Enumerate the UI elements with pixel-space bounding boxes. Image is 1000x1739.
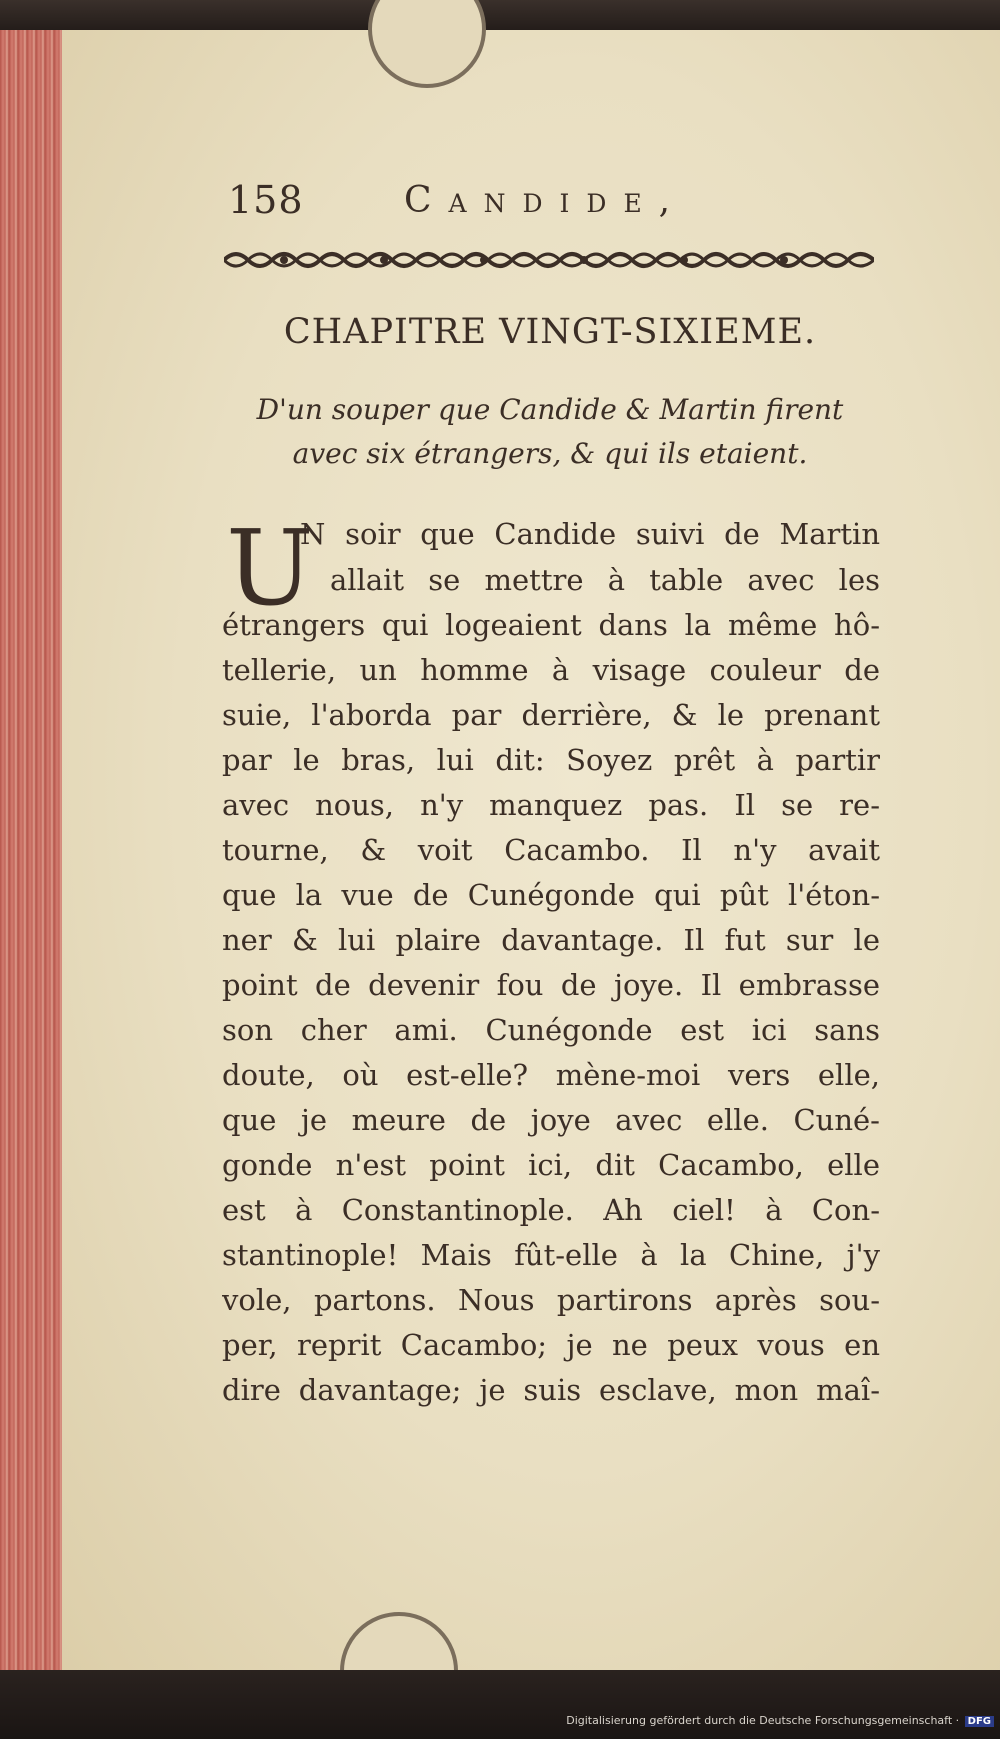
- text-line: son cher ami. Cunégonde est ici sans: [222, 1013, 880, 1047]
- text-line: ner & lui plaire davantage. Il fut sur le: [222, 923, 880, 957]
- text-line: est à Constantinople. Ah ciel! à Con-: [222, 1193, 880, 1227]
- text-line: étrangers qui logeaient dans la même hô-: [222, 608, 880, 642]
- drop-cap: U: [226, 507, 314, 629]
- chapter-heading: CHAPITRE VINGT-SIXIEME.: [283, 312, 817, 352]
- text-line: point de devenir fou de joye. Il embrasse: [222, 968, 880, 1002]
- text-line: N soir que Candide suivi de Martin: [300, 517, 880, 551]
- ornamental-rule: [224, 246, 874, 274]
- scanner-top-edge: [0, 0, 1000, 30]
- subtitle-line: D'un souper que Candide & Martin firent: [256, 393, 844, 426]
- credit-text: Digitalisierung gefördert durch die Deutsche Forschungsgemeinschaft ·: [566, 1714, 960, 1727]
- text-line: par le bras, lui dit: Soyez prêt à partir: [222, 743, 880, 777]
- text-line: dire davantage; je suis esclave, mon maî-: [222, 1373, 880, 1407]
- subtitle-line: avec six étrangers, & qui ils etaient.: [292, 437, 808, 470]
- text-line: vole, partons. Nous partirons après sou-: [222, 1283, 880, 1317]
- text-line: stantinople! Mais fût-elle à la Chine, j'y: [222, 1238, 880, 1272]
- page-number: 158: [228, 178, 304, 222]
- text-line: avec nous, n'y manquez pas. Il se re-: [222, 788, 880, 822]
- text-line: suie, l'aborda par derrière, & le prenant: [222, 698, 880, 732]
- text-line: tellerie, un homme à visage couleur de: [222, 653, 880, 687]
- running-title: Candide,: [404, 180, 688, 221]
- dfg-logo[interactable]: DFG: [965, 1716, 994, 1727]
- scanner-bottom-edge: [0, 1670, 1000, 1739]
- text-line: doute, où est-elle? mène-moi vers elle,: [222, 1058, 880, 1092]
- text-line: per, reprit Cacambo; je ne peux vous en: [222, 1328, 880, 1362]
- digitization-credit: [566, 1714, 994, 1727]
- text-line: gonde n'est point ici, dit Cacambo, elle: [222, 1148, 880, 1182]
- text-line: allait se mettre à table avec les: [330, 563, 880, 597]
- text-line: que la vue de Cunégonde qui pût l'éton-: [222, 878, 880, 912]
- chapter-subtitle: [222, 388, 878, 476]
- book-fore-edge: [0, 30, 65, 1670]
- text-line: que je meure de joye avec elle. Cuné-: [222, 1103, 880, 1137]
- text-line: tourne, & voit Cacambo. Il n'y avait: [222, 833, 880, 867]
